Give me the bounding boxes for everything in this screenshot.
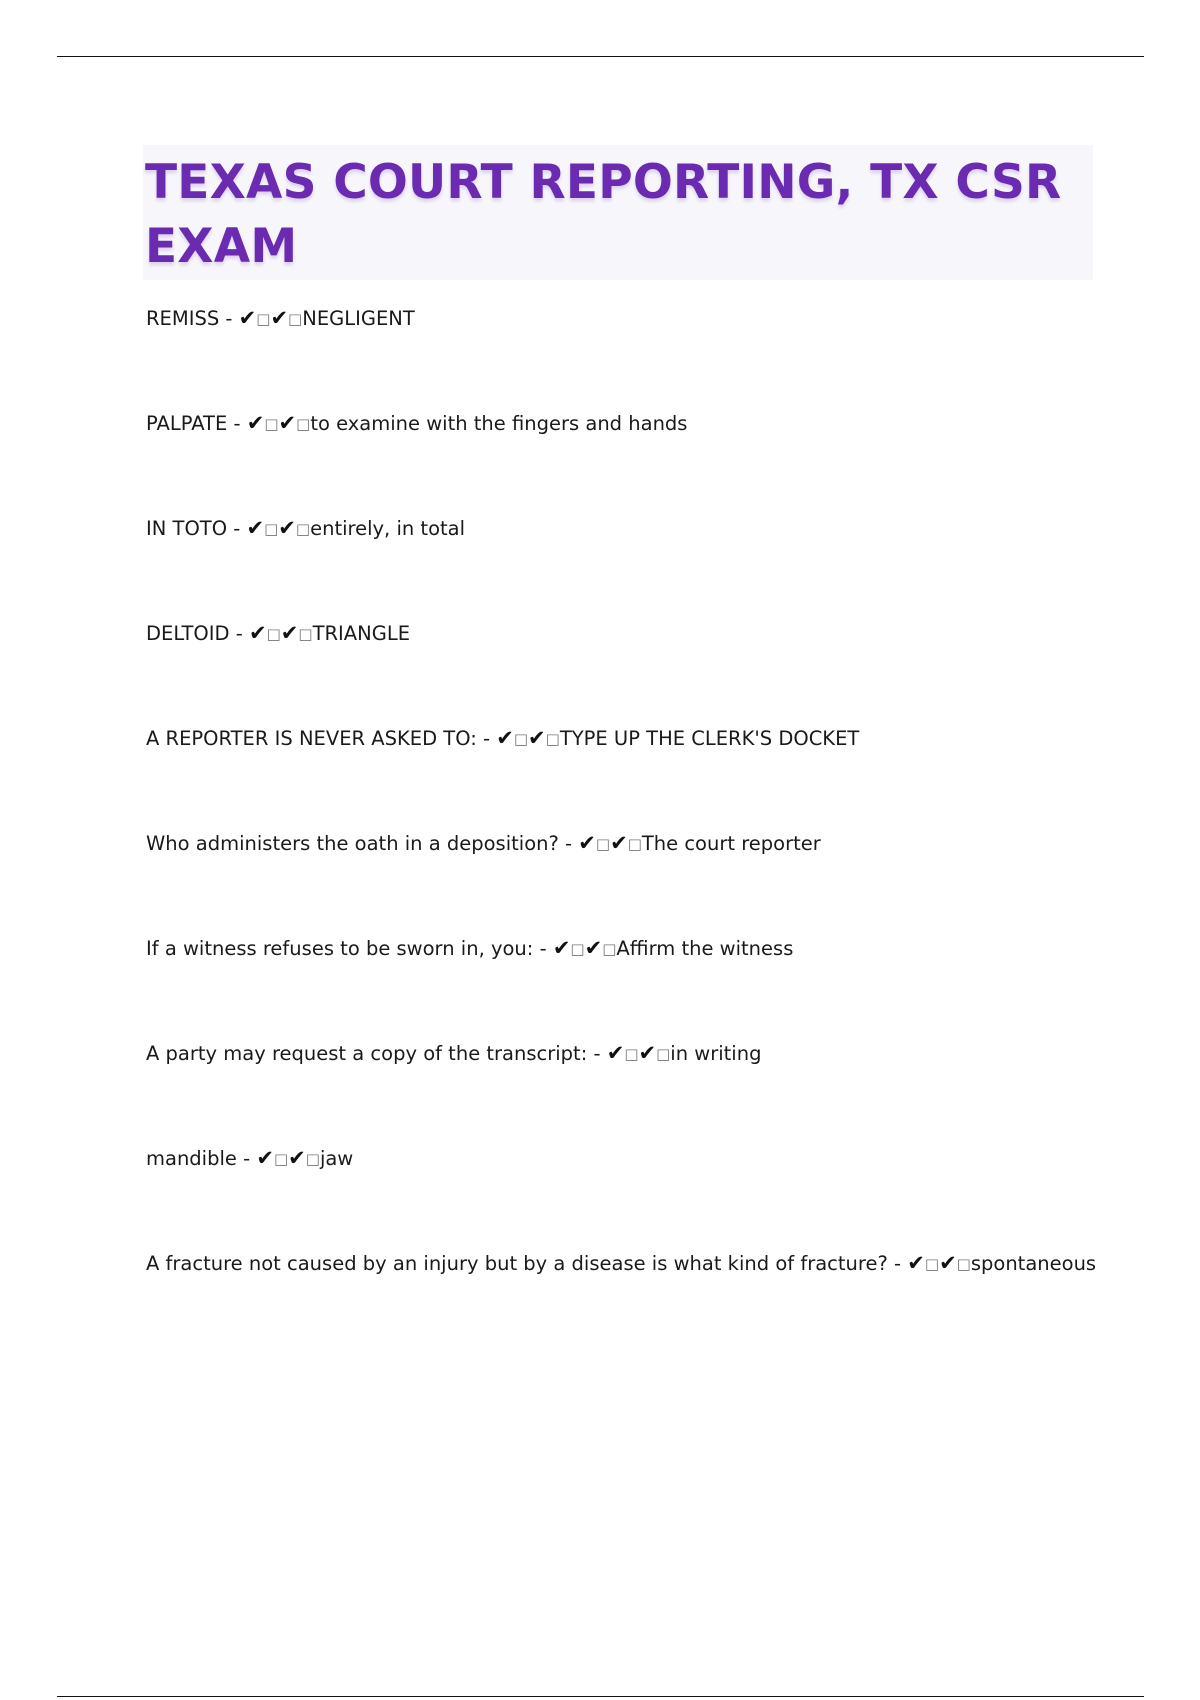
qa-answer: to examine with the fingers and hands [310,412,688,435]
qa-item [146,397,1126,451]
box-icon: □ [264,520,279,538]
qa-answer: spontaneous [970,1252,1097,1275]
qa-answer: TRIANGLE [312,622,411,645]
qa-item [146,502,1126,556]
check-icon: ✔ [496,726,514,750]
box-icon: □ [264,415,279,433]
qa-separator: - [587,1042,607,1065]
qa-separator: - [887,1252,908,1275]
title-banner [143,145,1093,280]
check-icon: ✔ [610,831,628,855]
box-icon: □ [602,940,617,958]
box-icon: □ [296,415,311,433]
qa-item [146,292,1126,346]
check-icon: ✔ [246,516,265,540]
qa-question: A fracture not caused by an injury but by a disease is what kind of fracture? [146,1252,888,1275]
qa-item [146,607,1126,661]
box-icon: □ [288,310,303,328]
box-icon: □ [924,1255,940,1273]
qa-separator: - [476,727,497,750]
check-icon: ✔ [278,516,296,540]
check-icon: ✔ [278,411,297,435]
check-icon: ✔ [270,306,289,330]
box-icon: □ [298,625,313,643]
qa-item [146,1237,1126,1291]
check-icon: ✔ [280,621,299,645]
check-icon: ✔ [907,1251,925,1275]
box-icon: □ [256,310,271,328]
check-icon: ✔ [288,1146,306,1170]
qa-separator: - [558,832,579,855]
check-icon: ✔ [248,621,267,645]
qa-separator: - [219,307,239,330]
qa-separator: - [533,937,553,960]
qa-item [146,922,1126,976]
box-icon: □ [545,730,560,748]
check-icon: ✔ [552,936,571,960]
check-icon: ✔ [578,831,596,855]
qa-question: DELTOID [146,622,230,645]
qa-question: IN TOTO [146,517,228,540]
qa-item [146,1027,1126,1081]
top-rule [57,56,1144,57]
qa-question: PALPATE [146,412,228,435]
check-icon: ✔ [528,726,546,750]
check-icon: ✔ [638,1041,657,1065]
qa-item [146,712,1126,766]
qa-answer: TYPE UP THE CLERK'S DOCKET [559,727,860,750]
qa-separator: - [227,517,247,540]
qa-question: mandible [146,1147,237,1170]
qa-item [146,817,1126,871]
box-icon: □ [273,1150,289,1168]
box-icon: □ [305,1150,320,1168]
qa-separator: - [236,1147,257,1170]
qa-answer: in writing [670,1042,762,1065]
qa-answer: Affirm the witness [616,937,794,960]
qa-separator: - [229,622,249,645]
check-icon: ✔ [246,411,265,435]
qa-answer: entirely, in total [310,517,466,540]
check-icon: ✔ [256,1146,274,1170]
check-icon: ✔ [584,936,603,960]
qa-question: A REPORTER IS NEVER ASKED TO: [146,727,477,750]
box-icon: □ [266,625,281,643]
bottom-rule [57,1696,1144,1697]
box-icon: □ [513,730,529,748]
box-icon: □ [295,520,311,538]
check-icon: ✔ [939,1251,957,1275]
qa-answer: jaw [319,1147,354,1170]
check-icon: ✔ [238,306,257,330]
document-title: TEXAS COURT REPORTING, TX CSR EXAM [145,155,1062,274]
box-icon: □ [595,835,611,853]
qa-answer: The court reporter [641,832,821,855]
qa-question: A party may request a copy of the transcript: [146,1042,588,1065]
qa-question: REMISS [146,307,220,330]
box-icon: □ [656,1045,671,1063]
qa-answer: NEGLIGENT [302,307,415,330]
box-icon: □ [627,835,642,853]
box-icon: □ [956,1255,971,1273]
box-icon: □ [570,940,585,958]
qa-question: Who administers the oath in a deposition? [146,832,559,855]
box-icon: □ [624,1045,639,1063]
qa-separator: - [227,412,247,435]
qa-question: If a witness refuses to be sworn in, you: [146,937,534,960]
check-icon: ✔ [606,1041,625,1065]
qa-item [146,1132,1126,1186]
